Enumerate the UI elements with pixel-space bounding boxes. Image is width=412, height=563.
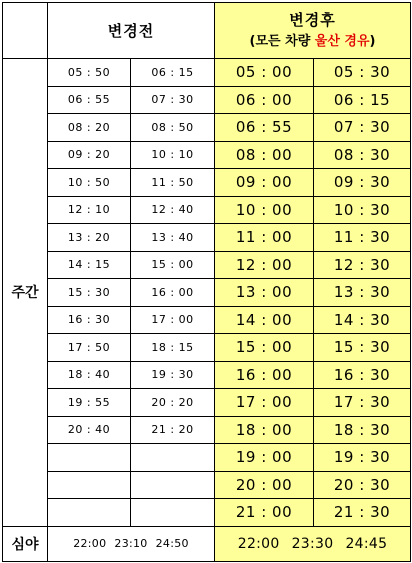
schedule-row <box>3 224 411 252</box>
old-time-cell: 13 : 20 <box>48 224 131 252</box>
old-time-cell: 19 : 55 <box>48 389 131 417</box>
old-time-cell <box>131 444 215 472</box>
note-highlight: 울산 경유 <box>314 33 370 49</box>
new-time-cell: 17 : 30 <box>314 389 411 417</box>
old-time-cell: 18 : 40 <box>48 361 131 389</box>
schedule-row <box>3 59 411 87</box>
night-row <box>3 526 411 561</box>
old-time-cell: 15 : 00 <box>131 251 215 279</box>
new-time-cell: 18 : 00 <box>215 416 314 444</box>
old-time-cell: 17 : 50 <box>48 334 131 362</box>
note-suffix: ) <box>369 33 376 49</box>
old-time-cell: 14 : 15 <box>48 251 131 279</box>
night-new-time: 23:30 <box>291 535 334 552</box>
old-time-cell: 18 : 15 <box>131 334 215 362</box>
old-time-cell: 06 : 55 <box>48 86 131 114</box>
schedule-row <box>3 114 411 142</box>
old-time-cell <box>48 499 131 527</box>
header-row <box>3 3 411 59</box>
old-time-cell: 10 : 50 <box>48 169 131 197</box>
old-time-cell: 15 : 30 <box>48 279 131 307</box>
old-time-cell: 12 : 40 <box>131 196 215 224</box>
schedule-row <box>3 444 411 472</box>
old-time-cell: 21 : 20 <box>131 416 215 444</box>
schedule-row <box>3 196 411 224</box>
after-change-header <box>215 3 411 59</box>
old-time-cell: 05 : 50 <box>48 59 131 87</box>
old-time-cell: 20 : 20 <box>131 389 215 417</box>
new-time-cell: 16 : 30 <box>314 361 411 389</box>
new-time-cell: 10 : 30 <box>314 196 411 224</box>
night-old-times <box>48 526 215 561</box>
new-time-cell: 21 : 30 <box>314 499 411 527</box>
old-time-cell: 09 : 20 <box>48 141 131 169</box>
schedule-row <box>3 279 411 307</box>
schedule-row <box>3 499 411 527</box>
schedule-row <box>3 306 411 334</box>
after-change-title: 변경후 <box>289 10 336 29</box>
schedule-row <box>3 169 411 197</box>
new-time-cell: 09 : 00 <box>215 169 314 197</box>
night-new-time: 24:45 <box>345 535 388 552</box>
schedule-row <box>3 334 411 362</box>
schedule-row <box>3 389 411 417</box>
new-time-cell: 08 : 30 <box>314 141 411 169</box>
new-time-cell: 20 : 30 <box>314 471 411 499</box>
schedule-row <box>3 471 411 499</box>
new-time-cell: 12 : 00 <box>215 251 314 279</box>
old-time-cell: 12 : 10 <box>48 196 131 224</box>
night-old-time: 24:50 <box>155 537 189 550</box>
night-new-times <box>215 526 411 561</box>
night-new-time: 22:00 <box>237 535 280 552</box>
new-time-cell: 11 : 30 <box>314 224 411 252</box>
new-time-cell: 13 : 30 <box>314 279 411 307</box>
new-time-cell: 10 : 00 <box>215 196 314 224</box>
after-change-note <box>215 31 410 53</box>
schedule-row <box>3 86 411 114</box>
new-time-cell: 17 : 00 <box>215 389 314 417</box>
old-time-cell: 06 : 15 <box>131 59 215 87</box>
night-label: 심야 <box>3 526 48 561</box>
note-prefix: (모든 차량 <box>249 33 315 49</box>
new-time-cell: 07 : 30 <box>314 114 411 142</box>
new-time-cell: 06 : 15 <box>314 86 411 114</box>
new-time-cell: 05 : 30 <box>314 59 411 87</box>
old-time-cell: 17 : 00 <box>131 306 215 334</box>
new-time-cell: 19 : 30 <box>314 444 411 472</box>
new-time-cell: 14 : 30 <box>314 306 411 334</box>
old-time-cell <box>131 499 215 527</box>
new-time-cell: 12 : 30 <box>314 251 411 279</box>
new-time-cell: 21 : 00 <box>215 499 314 527</box>
new-time-cell: 14 : 00 <box>215 306 314 334</box>
corner-cell <box>3 3 48 59</box>
before-change-header: 변경전 <box>48 3 215 59</box>
new-time-cell: 06 : 55 <box>215 114 314 142</box>
night-old-time: 23:10 <box>114 537 148 550</box>
schedule-table <box>2 2 411 562</box>
new-time-cell: 19 : 00 <box>215 444 314 472</box>
old-time-cell: 10 : 10 <box>131 141 215 169</box>
old-time-cell: 11 : 50 <box>131 169 215 197</box>
new-time-cell: 06 : 00 <box>215 86 314 114</box>
new-time-cell: 09 : 30 <box>314 169 411 197</box>
schedule-row <box>3 416 411 444</box>
new-time-cell: 15 : 30 <box>314 334 411 362</box>
old-time-cell: 08 : 50 <box>131 114 215 142</box>
new-time-cell: 13 : 00 <box>215 279 314 307</box>
old-time-cell: 16 : 00 <box>131 279 215 307</box>
schedule-row <box>3 141 411 169</box>
schedule-row <box>3 361 411 389</box>
daytime-label: 주간 <box>3 59 48 527</box>
new-time-cell: 16 : 00 <box>215 361 314 389</box>
new-time-cell: 18 : 30 <box>314 416 411 444</box>
old-time-cell <box>131 471 215 499</box>
new-time-cell: 08 : 00 <box>215 141 314 169</box>
old-time-cell: 19 : 30 <box>131 361 215 389</box>
old-time-cell: 07 : 30 <box>131 86 215 114</box>
night-old-time: 22:00 <box>73 537 107 550</box>
old-time-cell <box>48 444 131 472</box>
old-time-cell: 16 : 30 <box>48 306 131 334</box>
old-time-cell: 20 : 40 <box>48 416 131 444</box>
old-time-cell <box>48 471 131 499</box>
schedule-row <box>3 251 411 279</box>
new-time-cell: 15 : 00 <box>215 334 314 362</box>
old-time-cell: 13 : 40 <box>131 224 215 252</box>
new-time-cell: 11 : 00 <box>215 224 314 252</box>
new-time-cell: 20 : 00 <box>215 471 314 499</box>
old-time-cell: 08 : 20 <box>48 114 131 142</box>
new-time-cell: 05 : 00 <box>215 59 314 87</box>
